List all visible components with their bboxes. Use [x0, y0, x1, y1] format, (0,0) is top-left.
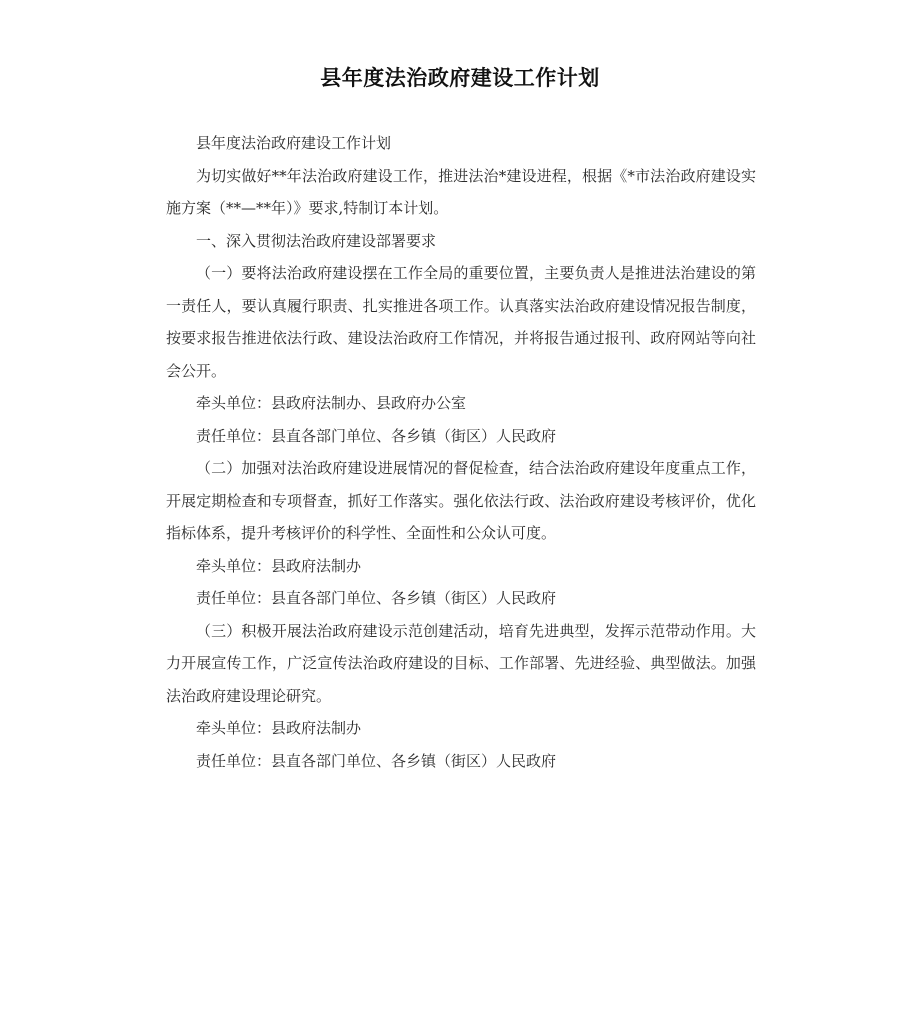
paragraph-heading: 县年度法治政府建设工作计划 — [196, 134, 392, 152]
lead-unit-3: 牵头单位：县政府法制办 — [196, 719, 362, 737]
document-title: 县年度法治政府建设工作计划 — [320, 66, 600, 90]
responsible-unit-2: 责任单位：县直各部门单位、各乡镇（街区）人民政府 — [196, 589, 557, 607]
responsible-unit-1: 责任单位：县直各部门单位、各乡镇（街区）人民政府 — [196, 426, 557, 445]
section-heading-1: 一、深入贯彻法治政府建设部署要求 — [196, 231, 437, 250]
lead-unit-1: 牵头单位：县政府法制办、县政府办公室 — [196, 394, 467, 412]
paragraph-item-3: （三）积极开展法治政府建设示范创建活动，培育先进典型，发挥示范带动作用。大力开展宣传工作，广泛宣传法治政府建设的目标、工作部署、先进经验、典型做法。加强法治政府建设理论研究。 — [166, 621, 756, 705]
paragraph-item-1: （一）要将法治政府建设摆在工作全局的重要位置，主要负责人是推进法治建设的第一责任人，要认真履行职责、扎实推进各项工作。认真落实法治政府建设情况报告制度，按要求报告推进依法行政、建设法治政府工作情况，并将报告通过报刊、政府网站等向社会公开。 — [166, 264, 756, 380]
document-body — [166, 127, 756, 777]
lead-unit-2: 牵头单位：县政府法制办 — [196, 556, 362, 575]
paragraph-intro: 为切实做好**年法治政府建设工作，推进法治*建设进程，根据《*市法治政府建设实施方案（**—**年）》要求,特制订本计划。 — [166, 166, 756, 217]
paragraph-item-2: （二）加强对法治政府建设进展情况的督促检查，结合法治政府建设年度重点工作，开展定期检查和专项督查，抓好工作落实。强化依法行政、法治政府建设考核评价，优化指标体系，提升考核评价的科学性、全面性和公众认可度。 — [166, 459, 756, 542]
responsible-unit-3: 责任单位：县直各部门单位、各乡镇（街区）人民政府 — [196, 751, 557, 770]
